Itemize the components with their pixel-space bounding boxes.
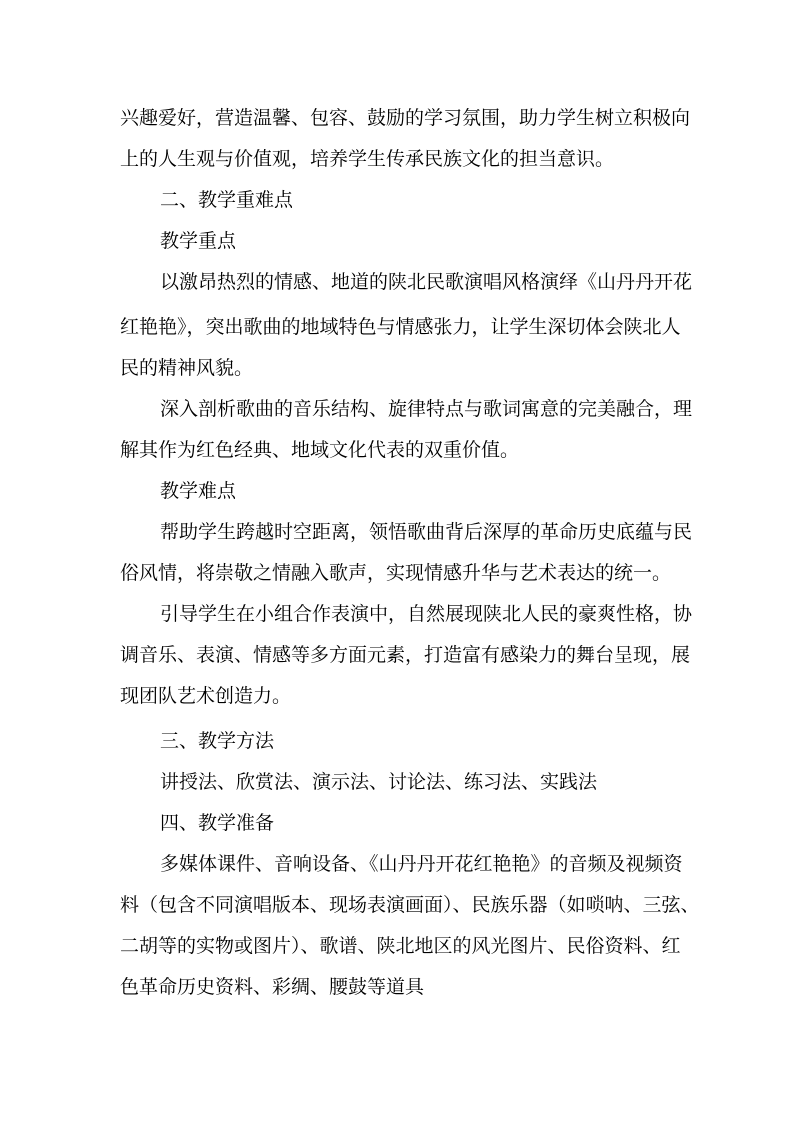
paragraph-line: 民的精神风貌。 — [120, 357, 254, 379]
paragraph-line: 以激昂热烈的情感、地道的陕北民歌演唱风格演绎《山丹丹开花 — [160, 271, 693, 293]
paragraph-line: 讲授法、欣赏法、演示法、讨论法、练习法、实践法 — [160, 771, 598, 793]
paragraph-line: 解其作为红色经典、地域文化代表的双重价值。 — [120, 439, 520, 461]
subheading-teaching-difficulty: 教学难点 — [160, 480, 237, 502]
paragraph-line: 调音乐、表演、情感等多方面元素，打造富有感染力的舞台呈现，展 — [120, 644, 691, 666]
paragraph-line: 上的人生观与价值观，培养学生传承民族文化的担当意识。 — [120, 148, 615, 170]
paragraph-line: 现团队艺术创造力。 — [120, 685, 292, 707]
paragraph-line: 兴趣爱好，营造温馨、包容、鼓励的学习氛围，助力学生树立积极向 — [120, 107, 691, 129]
paragraph-line: 俗风情，将崇敬之情融入歌声，实现情感升华与艺术表达的统一。 — [120, 562, 672, 584]
subheading-teaching-focus: 教学重点 — [160, 230, 237, 252]
paragraph-line: 料（包含不同演唱版本、现场表演画面）、民族乐器（如唢呐、三弦、 — [120, 894, 700, 916]
paragraph-line: 引导学生在小组合作表演中，自然展现陕北人民的豪爽性格，协 — [160, 603, 693, 625]
paragraph-line: 红艳艳》，突出歌曲的地域特色与情感张力，让学生深切体会陕北人 — [120, 316, 681, 338]
section-heading-teaching-preparation: 四、教学准备 — [160, 812, 275, 834]
section-heading-key-difficult-points: 二、教学重难点 — [160, 189, 294, 211]
paragraph-line: 二胡等的实物或图片）、歌谱、陕北地区的风光图片、民俗资料、红 — [120, 935, 681, 957]
section-heading-teaching-methods: 三、教学方法 — [160, 730, 275, 752]
paragraph-line: 帮助学生跨越时空距离，领悟歌曲背后深厚的革命历史底蕴与民 — [160, 521, 693, 543]
paragraph-line: 色革命历史资料、彩绸、腰鼓等道具 — [120, 976, 425, 998]
paragraph-line: 多媒体课件、音响设备、《山丹丹开花红艳艳》的音频及视频资 — [160, 853, 683, 875]
paragraph-line: 深入剖析歌曲的音乐结构、旋律特点与歌词寓意的完美融合，理 — [160, 398, 693, 420]
